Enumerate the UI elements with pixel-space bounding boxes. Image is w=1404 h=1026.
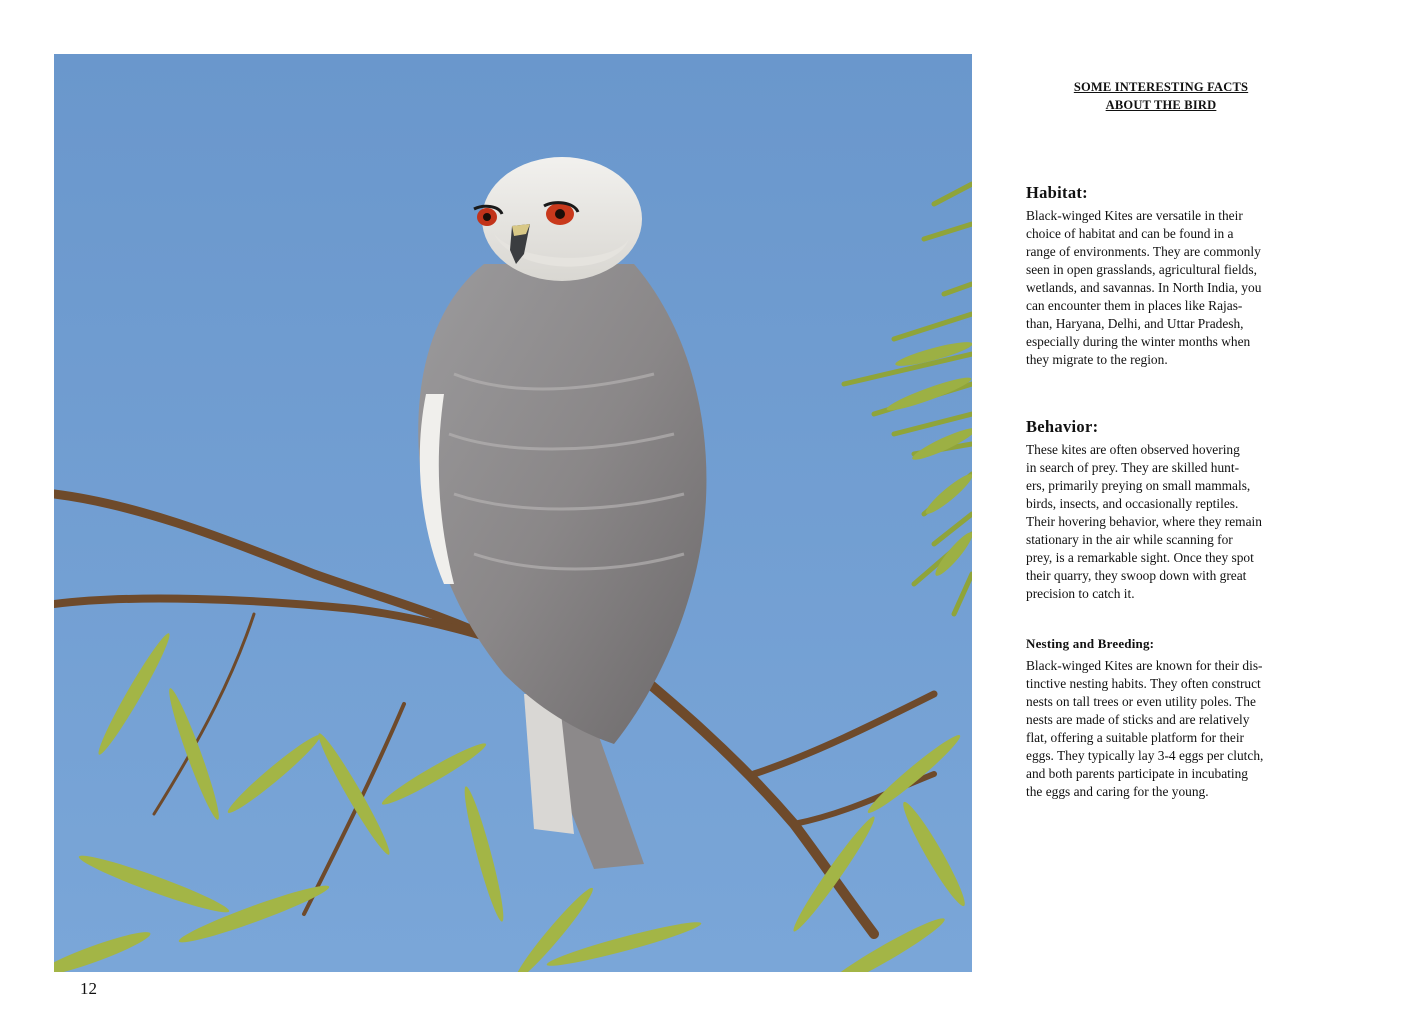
text-line: seen in open grasslands, agricultural fields, <box>1026 262 1257 277</box>
behavior-text <box>1026 441 1298 603</box>
text-line: Black-winged Kites are known for their dis- <box>1026 658 1263 673</box>
text-line: prey, is a remarkable sight. Once they spot <box>1026 550 1254 565</box>
text-line: nests are made of sticks and are relatively <box>1026 712 1250 727</box>
text-line: precision to catch it. <box>1026 586 1135 601</box>
facts-heading <box>1026 78 1296 114</box>
habitat-title: Habitat: <box>1026 183 1088 202</box>
kite-illustration <box>54 54 972 972</box>
text-line: nests on tall trees or even utility poles. The <box>1026 694 1256 709</box>
text-line: tinctive nesting habits. They often construct <box>1026 676 1261 691</box>
text-line: than, Haryana, Delhi, and Uttar Pradesh, <box>1026 316 1244 331</box>
text-line: eggs. They typically lay 3-4 eggs per clutch, <box>1026 748 1264 763</box>
facts-heading-line: SOME INTERESTING FACTS <box>1073 80 1249 94</box>
text-line: range of environments. They are commonly <box>1026 244 1261 259</box>
behavior-section <box>1026 417 1298 603</box>
facts-heading-line: ABOUT THE BIRD <box>1105 98 1217 112</box>
habitat-section <box>1026 183 1298 369</box>
text-line: especially during the winter months when <box>1026 334 1251 349</box>
text-line: ers, primarily preying on small mammals, <box>1026 478 1251 493</box>
text-line: birds, insects, and occasionally reptiles. <box>1026 496 1239 511</box>
text-line: they migrate to the region. <box>1026 352 1168 367</box>
text-line: Black-winged Kites are versatile in their <box>1026 208 1243 223</box>
text-line: in search of prey. They are skilled hunt- <box>1026 460 1240 475</box>
page-number: 12 <box>80 979 97 998</box>
nesting-text <box>1026 657 1298 801</box>
text-line: flat, offering a suitable platform for their <box>1026 730 1245 745</box>
text-line: can encounter them in places like Rajas- <box>1026 298 1243 313</box>
text-line: Their hovering behavior, where they remain <box>1026 514 1262 529</box>
nesting-section <box>1026 635 1298 801</box>
text-line: choice of habitat and can be found in a <box>1026 226 1234 241</box>
text-line: their quarry, they swoop down with great <box>1026 568 1247 583</box>
bird-photo <box>54 54 972 972</box>
text-line: These kites are often observed hovering <box>1026 442 1240 457</box>
text-line: the eggs and caring for the young. <box>1026 784 1209 799</box>
text-line: and both parents participate in incubating <box>1026 766 1248 781</box>
behavior-title: Behavior: <box>1026 417 1099 436</box>
text-line: wetlands, and savannas. In North India, you <box>1026 280 1262 295</box>
text-line: stationary in the air while scanning for <box>1026 532 1233 547</box>
habitat-text <box>1026 207 1298 369</box>
nesting-title: Nesting and Breeding: <box>1026 636 1155 651</box>
